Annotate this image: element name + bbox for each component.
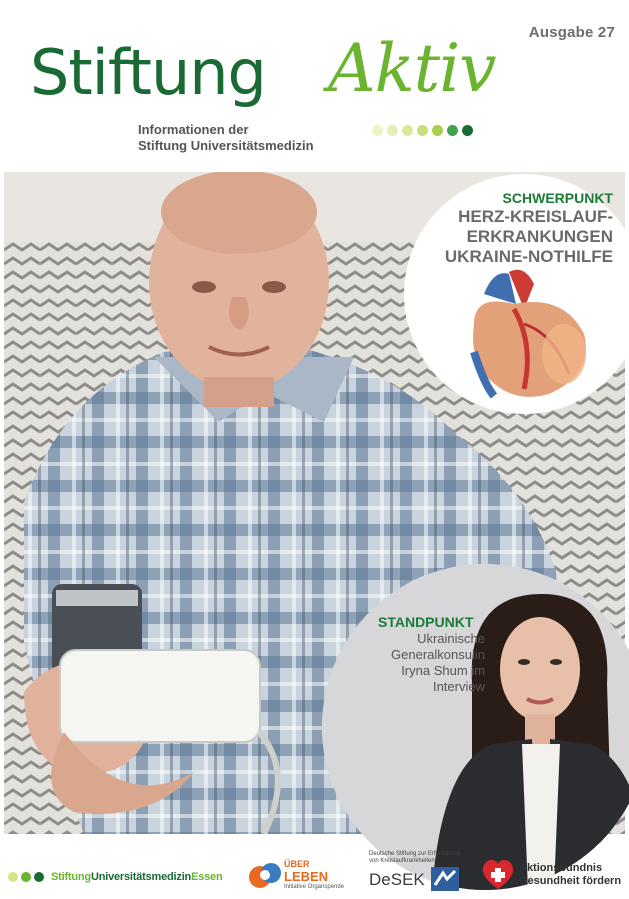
footer-dot: [21, 872, 31, 882]
feature-interview-text: [391, 631, 485, 695]
subtitle-line-2: Stiftung Universitätsmedizin: [138, 138, 314, 153]
logo-dots: [372, 125, 473, 136]
footer-logo1-part1: Stiftung: [51, 871, 91, 883]
feature-heart-line-1: HERZ-KREISLAUF-: [458, 207, 613, 226]
footer-logo3-big: DeSEK: [369, 870, 425, 889]
footer-logo1-part2: Universitätsmedizin: [90, 871, 192, 883]
footer-logo1-label: [51, 871, 223, 883]
logo-dot: [447, 125, 458, 136]
footer-logo-desek: [369, 851, 464, 893]
footer-logo2-line-3: Initiative Organspende: [284, 884, 345, 890]
feature-heart-line-3: UKRAINE-NOTHILFE: [444, 247, 613, 266]
feature-heart-headline: [445, 207, 613, 267]
footer-dot: [34, 872, 44, 882]
issue-number: Ausgabe 27: [528, 24, 615, 41]
feature-interview-line-4: Interview: [432, 679, 485, 694]
footer-logo1-part3: Essen: [191, 871, 223, 883]
footer-logo-aktionsbuendnis: [481, 859, 626, 891]
logo-dot: [417, 125, 428, 136]
feature-interview-line-2: Generalkonsulin: [391, 647, 485, 662]
footer-logo2-line-1: ÜBER: [284, 859, 310, 869]
feature-heart-line-2: ERKRANKUNGEN: [466, 227, 613, 246]
feature-interview-line-3: Iryna Shum im: [401, 663, 485, 678]
magazine-logo: [30, 30, 510, 132]
heart-model-image: [454, 264, 604, 404]
footer-logo-stiftung-universitaetsmedizin: [8, 871, 223, 883]
footer-logo2-line-2: LEBEN: [284, 869, 329, 884]
interview-portrait: [322, 564, 629, 890]
logo-word-stiftung: Stiftung: [30, 36, 266, 109]
desek-icon: [431, 867, 459, 891]
footer-logo4-line-2: Gesundheit fördern: [519, 875, 622, 887]
logo-dot: [432, 125, 443, 136]
ueber-leben-icon: [248, 858, 282, 892]
feature-heart-kicker: SCHWERPUNKT: [502, 190, 613, 206]
subtitle-line-1: Informationen der: [138, 122, 249, 137]
logo-dot: [372, 125, 383, 136]
feature-interview-kicker: STANDPUNKT: [378, 614, 474, 630]
footer-logo-ueber-leben: [248, 858, 358, 892]
logo-dot: [387, 125, 398, 136]
feature-circle-interview: [322, 564, 629, 890]
logo-dot: [462, 125, 473, 136]
magazine-subtitle: [138, 122, 314, 154]
logo-word-aktiv: Aktiv: [328, 30, 496, 107]
footer-dot: [8, 872, 18, 882]
footer-logo4-line-1: Aktionsbündnis: [519, 862, 603, 874]
footer-logo3-small: Deutsche Stiftung zur Erforschung von Kreislaufkrankheiten: [369, 851, 461, 864]
logo-dot: [402, 125, 413, 136]
feature-interview-line-1: Ukrainische: [417, 631, 485, 646]
footer-logo4-text: [519, 862, 621, 888]
heart-cross-icon: [481, 859, 515, 891]
